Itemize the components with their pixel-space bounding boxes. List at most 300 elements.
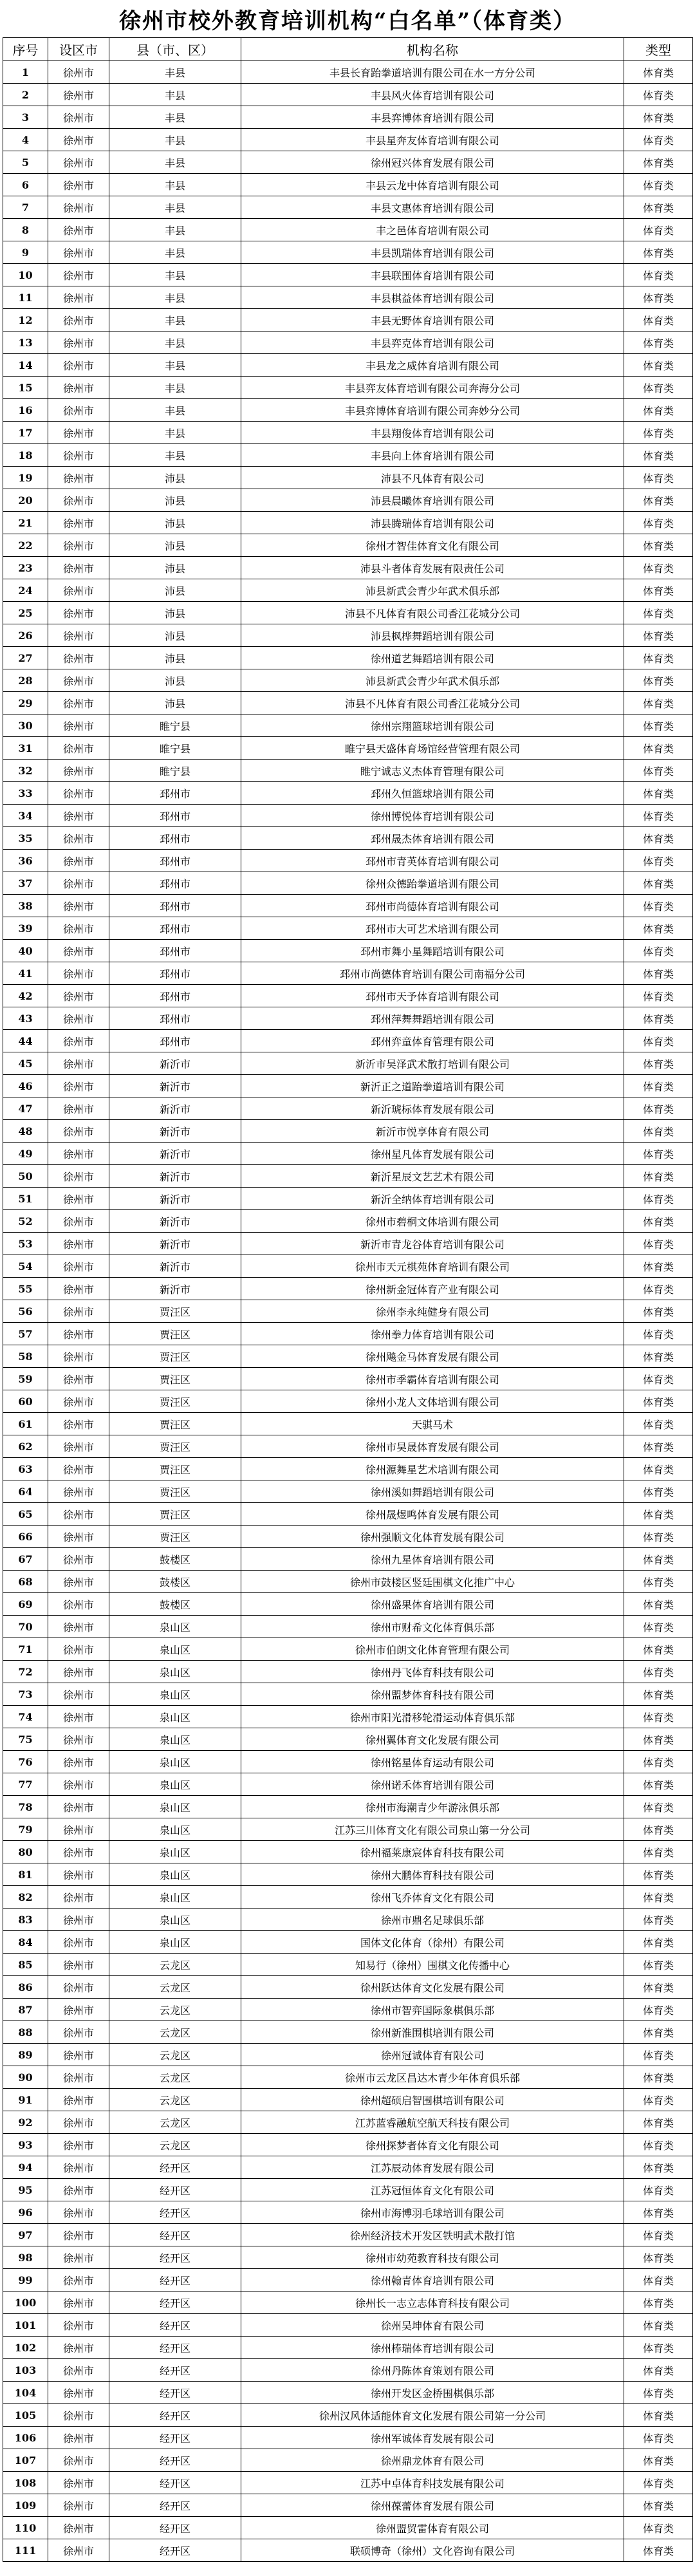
- row-city: 徐州市: [48, 174, 109, 196]
- row-type: 体育类: [624, 1480, 693, 1503]
- row-city: 徐州市: [48, 1323, 109, 1345]
- row-institution-name: 徐州市云龙区昌达木青少年体育俱乐部: [241, 2066, 624, 2089]
- row-type: 体育类: [624, 2382, 693, 2404]
- row-county: 贾汪区: [109, 1323, 241, 1345]
- row-number: 28: [3, 669, 48, 692]
- table-row: [3, 2044, 693, 2066]
- row-county: 贾汪区: [109, 1300, 241, 1323]
- row-institution-name: 丰县龙之威体育培训有限公司: [241, 354, 624, 377]
- table-row: [3, 1841, 693, 1863]
- row-city: 徐州市: [48, 2089, 109, 2111]
- table-row: [3, 1863, 693, 1886]
- row-institution-name: 丰之邑体育培训有限公司: [241, 219, 624, 241]
- table-row: [3, 2539, 693, 2562]
- row-number: 86: [3, 1976, 48, 1999]
- row-city: 徐州市: [48, 422, 109, 444]
- row-number: 31: [3, 737, 48, 760]
- row-institution-name: 徐州翰青体育培训有限公司: [241, 2269, 624, 2291]
- row-county: 新沂市: [109, 1278, 241, 1300]
- row-city: 徐州市: [48, 2044, 109, 2066]
- row-county: 泉山区: [109, 1638, 241, 1661]
- header-num: 序号: [3, 38, 48, 61]
- row-city: 徐州市: [48, 2314, 109, 2337]
- row-type: 体育类: [624, 1368, 693, 1390]
- row-type: 体育类: [624, 467, 693, 489]
- row-county: 泉山区: [109, 1751, 241, 1773]
- row-county: 沛县: [109, 669, 241, 692]
- row-type: 体育类: [624, 444, 693, 467]
- row-county: 邳州市: [109, 850, 241, 872]
- row-institution-name: 徐州溪如舞蹈培训有限公司: [241, 1480, 624, 1503]
- row-institution-name: 徐州冠诚体育有限公司: [241, 2044, 624, 2066]
- row-number: 48: [3, 1120, 48, 1143]
- row-institution-name: 徐州盟梦体育科技有限公司: [241, 1683, 624, 1706]
- row-county: 泉山区: [109, 1616, 241, 1638]
- row-number: 6: [3, 174, 48, 196]
- table-row: [3, 1751, 693, 1773]
- row-type: 体育类: [624, 579, 693, 602]
- row-number: 63: [3, 1458, 48, 1480]
- table-row: [3, 512, 693, 534]
- row-city: 徐州市: [48, 377, 109, 399]
- row-institution-name: 徐州开发区金桥围棋俱乐部: [241, 2382, 624, 2404]
- row-county: 云龙区: [109, 2066, 241, 2089]
- row-county: 邳州市: [109, 805, 241, 827]
- row-institution-name: 徐州翼体育文化发展有限公司: [241, 1728, 624, 1751]
- row-city: 徐州市: [48, 2291, 109, 2314]
- row-county: 丰县: [109, 444, 241, 467]
- table-row: [3, 1052, 693, 1075]
- row-type: 体育类: [624, 2359, 693, 2382]
- row-institution-name: 沛县晨曦体育培训有限公司: [241, 489, 624, 512]
- table-row: [3, 1526, 693, 1548]
- row-city: 徐州市: [48, 1931, 109, 1954]
- row-institution-name: 徐州经济技术开发区铁明武术散打馆: [241, 2224, 624, 2246]
- row-type: 体育类: [624, 917, 693, 940]
- row-county: 经开区: [109, 2314, 241, 2337]
- row-city: 徐州市: [48, 1999, 109, 2021]
- row-number: 3: [3, 106, 48, 129]
- row-county: 邳州市: [109, 827, 241, 850]
- table-row: [3, 2134, 693, 2156]
- header-county: 县（市、区）: [109, 38, 241, 61]
- row-institution-name: 邳州市天予体育培训有限公司: [241, 985, 624, 1007]
- row-city: 徐州市: [48, 1255, 109, 1278]
- row-type: 体育类: [624, 2314, 693, 2337]
- row-institution-name: 新沂正之道跆拳道培训有限公司: [241, 1075, 624, 1097]
- row-county: 新沂市: [109, 1075, 241, 1097]
- row-city: 徐州市: [48, 1571, 109, 1593]
- row-city: 徐州市: [48, 1773, 109, 1796]
- row-type: 体育类: [624, 669, 693, 692]
- row-institution-name: 江苏三川体育文化有限公司泉山第一分公司: [241, 1818, 624, 1841]
- table-row: [3, 309, 693, 331]
- row-institution-name: 徐州市碧桐文体培训有限公司: [241, 1210, 624, 1233]
- row-city: 徐州市: [48, 1886, 109, 1909]
- row-type: 体育类: [624, 985, 693, 1007]
- row-type: 体育类: [624, 2427, 693, 2449]
- table-row: [3, 219, 693, 241]
- row-institution-name: 新沂市悦享体育有限公司: [241, 1120, 624, 1143]
- row-type: 体育类: [624, 264, 693, 286]
- row-county: 鼓楼区: [109, 1548, 241, 1571]
- row-number: 97: [3, 2224, 48, 2246]
- row-county: 邳州市: [109, 895, 241, 917]
- row-institution-name: 徐州晟煜鸣体育发展有限公司: [241, 1503, 624, 1526]
- row-institution-name: 沛县新武会青少年武术俱乐部: [241, 669, 624, 692]
- table-row: [3, 1909, 693, 1931]
- row-number: 12: [3, 309, 48, 331]
- row-county: 新沂市: [109, 1120, 241, 1143]
- row-type: 体育类: [624, 714, 693, 737]
- row-county: 新沂市: [109, 1255, 241, 1278]
- row-number: 79: [3, 1818, 48, 1841]
- table-row: [3, 2494, 693, 2517]
- row-county: 丰县: [109, 151, 241, 174]
- row-city: 徐州市: [48, 1390, 109, 1413]
- row-county: 丰县: [109, 309, 241, 331]
- table-row: [3, 1368, 693, 1390]
- row-type: 体育类: [624, 1863, 693, 1886]
- row-type: 体育类: [624, 1188, 693, 1210]
- row-institution-name: 沛县不凡体育有限公司香江花城分公司: [241, 692, 624, 714]
- table-row: [3, 399, 693, 422]
- row-number: 36: [3, 850, 48, 872]
- row-type: 体育类: [624, 1300, 693, 1323]
- row-county: 泉山区: [109, 1773, 241, 1796]
- row-institution-name: 徐州棒瑞体育培训有限公司: [241, 2337, 624, 2359]
- row-county: 经开区: [109, 2449, 241, 2472]
- row-city: 徐州市: [48, 84, 109, 106]
- row-number: 70: [3, 1616, 48, 1638]
- row-city: 徐州市: [48, 1165, 109, 1188]
- row-city: 徐州市: [48, 1954, 109, 1976]
- row-institution-name: 邳州市青英体育培训有限公司: [241, 850, 624, 872]
- row-institution-name: 丰县联围体育培训有限公司: [241, 264, 624, 286]
- row-type: 体育类: [624, 2337, 693, 2359]
- row-institution-name: 睢宁县天盛体育场馆经营管理有限公司: [241, 737, 624, 760]
- row-city: 徐州市: [48, 489, 109, 512]
- table-row: [3, 760, 693, 782]
- table-row: [3, 174, 693, 196]
- row-institution-name: 徐州李永纯健身有限公司: [241, 1300, 624, 1323]
- row-number: 109: [3, 2494, 48, 2517]
- row-city: 徐州市: [48, 602, 109, 624]
- row-institution-name: 新沂市青龙谷体育培训有限公司: [241, 1233, 624, 1255]
- row-county: 经开区: [109, 2382, 241, 2404]
- row-number: 54: [3, 1255, 48, 1278]
- row-type: 体育类: [624, 1413, 693, 1435]
- table-row: [3, 985, 693, 1007]
- row-number: 17: [3, 422, 48, 444]
- row-type: 体育类: [624, 2517, 693, 2539]
- row-city: 徐州市: [48, 1976, 109, 1999]
- table-row: [3, 2021, 693, 2044]
- table-row: [3, 534, 693, 557]
- row-county: 泉山区: [109, 1796, 241, 1818]
- table-row: [3, 872, 693, 895]
- row-type: 体育类: [624, 2246, 693, 2269]
- row-institution-name: 沛县不凡体育有限公司: [241, 467, 624, 489]
- row-type: 体育类: [624, 151, 693, 174]
- row-city: 徐州市: [48, 1052, 109, 1075]
- table-row: [3, 2382, 693, 2404]
- table-row: [3, 1571, 693, 1593]
- row-county: 丰县: [109, 129, 241, 151]
- row-institution-name: 徐州大鹏体育科技有限公司: [241, 1863, 624, 1886]
- row-type: 体育类: [624, 2291, 693, 2314]
- table-row: [3, 669, 693, 692]
- row-type: 体育类: [624, 1233, 693, 1255]
- row-number: 16: [3, 399, 48, 422]
- row-institution-name: 徐州市伯朗文化体育管理有限公司: [241, 1638, 624, 1661]
- table-row: [3, 1278, 693, 1300]
- row-number: 2: [3, 84, 48, 106]
- row-institution-name: 徐州市天元棋苑体育培训有限公司: [241, 1255, 624, 1278]
- row-county: 新沂市: [109, 1165, 241, 1188]
- row-type: 体育类: [624, 1773, 693, 1796]
- row-number: 56: [3, 1300, 48, 1323]
- row-type: 体育类: [624, 1278, 693, 1300]
- row-city: 徐州市: [48, 1210, 109, 1233]
- row-county: 丰县: [109, 422, 241, 444]
- row-county: 丰县: [109, 84, 241, 106]
- row-county: 邳州市: [109, 985, 241, 1007]
- row-city: 徐州市: [48, 827, 109, 850]
- row-institution-name: 徐州市鼎名足球俱乐部: [241, 1909, 624, 1931]
- table-row: [3, 1345, 693, 1368]
- row-number: 47: [3, 1097, 48, 1120]
- row-county: 泉山区: [109, 1728, 241, 1751]
- row-city: 徐州市: [48, 2224, 109, 2246]
- table-row: [3, 1075, 693, 1097]
- row-institution-name: 徐州市智弈国际象棋俱乐部: [241, 1999, 624, 2021]
- row-number: 100: [3, 2291, 48, 2314]
- table-row: [3, 737, 693, 760]
- row-institution-name: 丰县星奔友体育培训有限公司: [241, 129, 624, 151]
- row-county: 沛县: [109, 647, 241, 669]
- row-institution-name: 徐州新金冠体育产业有限公司: [241, 1278, 624, 1300]
- row-type: 体育类: [624, 2066, 693, 2089]
- row-number: 7: [3, 196, 48, 219]
- row-number: 74: [3, 1706, 48, 1728]
- table-row: [3, 2359, 693, 2382]
- row-county: 经开区: [109, 2359, 241, 2382]
- table-row: [3, 377, 693, 399]
- row-number: 40: [3, 940, 48, 962]
- row-type: 体育类: [624, 940, 693, 962]
- row-county: 贾汪区: [109, 1526, 241, 1548]
- row-county: 经开区: [109, 2517, 241, 2539]
- row-city: 徐州市: [48, 737, 109, 760]
- row-institution-name: 徐州宗翔篮球培训有限公司: [241, 714, 624, 737]
- row-county: 经开区: [109, 2156, 241, 2179]
- row-type: 体育类: [624, 557, 693, 579]
- row-institution-name: 徐州博悦体育培训有限公司: [241, 805, 624, 827]
- row-city: 徐州市: [48, 2337, 109, 2359]
- row-number: 35: [3, 827, 48, 850]
- table-row: [3, 2472, 693, 2494]
- table-row: [3, 2201, 693, 2224]
- row-number: 19: [3, 467, 48, 489]
- row-county: 经开区: [109, 2404, 241, 2427]
- row-county: 丰县: [109, 286, 241, 309]
- row-county: 鼓楼区: [109, 1571, 241, 1593]
- row-type: 体育类: [624, 241, 693, 264]
- row-county: 贾汪区: [109, 1435, 241, 1458]
- row-county: 泉山区: [109, 1683, 241, 1706]
- row-institution-name: 徐州众德跆拳道培训有限公司: [241, 872, 624, 895]
- row-type: 体育类: [624, 737, 693, 760]
- row-institution-name: 新沂琥标体育发展有限公司: [241, 1097, 624, 1120]
- table-row: [3, 692, 693, 714]
- row-number: 61: [3, 1413, 48, 1435]
- row-number: 44: [3, 1030, 48, 1052]
- row-city: 徐州市: [48, 2179, 109, 2201]
- row-city: 徐州市: [48, 1503, 109, 1526]
- row-number: 98: [3, 2246, 48, 2269]
- row-number: 59: [3, 1368, 48, 1390]
- header-city: 设区市: [48, 38, 109, 61]
- table-row: [3, 354, 693, 377]
- table-row: [3, 1661, 693, 1683]
- row-county: 贾汪区: [109, 1368, 241, 1390]
- row-institution-name: 邳州萍舞舞蹈培训有限公司: [241, 1007, 624, 1030]
- row-institution-name: 丰县弈克体育培训有限公司: [241, 331, 624, 354]
- row-city: 徐州市: [48, 782, 109, 805]
- row-type: 体育类: [624, 760, 693, 782]
- row-number: 33: [3, 782, 48, 805]
- row-city: 徐州市: [48, 1751, 109, 1773]
- row-county: 贾汪区: [109, 1503, 241, 1526]
- table-row: [3, 2427, 693, 2449]
- row-city: 徐州市: [48, 2382, 109, 2404]
- row-number: 66: [3, 1526, 48, 1548]
- row-type: 体育类: [624, 2404, 693, 2427]
- row-type: 体育类: [624, 489, 693, 512]
- row-type: 体育类: [624, 219, 693, 241]
- row-city: 徐州市: [48, 2111, 109, 2134]
- row-city: 徐州市: [48, 1143, 109, 1165]
- row-number: 42: [3, 985, 48, 1007]
- row-city: 徐州市: [48, 557, 109, 579]
- row-type: 体育类: [624, 2201, 693, 2224]
- table-row: [3, 1886, 693, 1909]
- table-row: [3, 1480, 693, 1503]
- row-number: 64: [3, 1480, 48, 1503]
- row-institution-name: 徐州长一志立志体育科技有限公司: [241, 2291, 624, 2314]
- row-number: 60: [3, 1390, 48, 1413]
- table-row: [3, 1593, 693, 1616]
- table-row: [3, 1503, 693, 1526]
- row-number: 23: [3, 557, 48, 579]
- row-city: 徐州市: [48, 331, 109, 354]
- row-county: 丰县: [109, 219, 241, 241]
- row-number: 103: [3, 2359, 48, 2382]
- row-county: 沛县: [109, 512, 241, 534]
- row-institution-name: 徐州小龙人文体培训有限公司: [241, 1390, 624, 1413]
- row-county: 邳州市: [109, 962, 241, 985]
- table-row: [3, 1954, 693, 1976]
- row-county: 丰县: [109, 399, 241, 422]
- row-institution-name: 江苏中卓体育科技发展有限公司: [241, 2472, 624, 2494]
- row-county: 丰县: [109, 264, 241, 286]
- row-type: 体育类: [624, 1931, 693, 1954]
- row-number: 43: [3, 1007, 48, 1030]
- row-county: 云龙区: [109, 2089, 241, 2111]
- row-county: 新沂市: [109, 1097, 241, 1120]
- row-city: 徐州市: [48, 1458, 109, 1480]
- row-county: 丰县: [109, 377, 241, 399]
- row-county: 云龙区: [109, 1999, 241, 2021]
- row-number: 22: [3, 534, 48, 557]
- row-institution-name: 徐州军诚体育发展有限公司: [241, 2427, 624, 2449]
- row-city: 徐州市: [48, 1593, 109, 1616]
- row-city: 徐州市: [48, 2472, 109, 2494]
- row-number: 9: [3, 241, 48, 264]
- table-row: [3, 2404, 693, 2427]
- row-type: 体育类: [624, 962, 693, 985]
- row-number: 34: [3, 805, 48, 827]
- row-city: 徐州市: [48, 61, 109, 84]
- row-type: 体育类: [624, 1143, 693, 1165]
- row-city: 徐州市: [48, 354, 109, 377]
- row-type: 体育类: [624, 512, 693, 534]
- row-county: 沛县: [109, 624, 241, 647]
- row-county: 丰县: [109, 331, 241, 354]
- row-type: 体育类: [624, 692, 693, 714]
- row-number: 77: [3, 1773, 48, 1796]
- table-row: [3, 1976, 693, 1999]
- row-county: 贾汪区: [109, 1390, 241, 1413]
- row-institution-name: 徐州市鼓楼区竖廷围棋文化推广中心: [241, 1571, 624, 1593]
- row-institution-name: 徐州才智佳体育文化有限公司: [241, 534, 624, 557]
- row-type: 体育类: [624, 782, 693, 805]
- row-type: 体育类: [624, 1435, 693, 1458]
- row-county: 经开区: [109, 2224, 241, 2246]
- row-county: 经开区: [109, 2494, 241, 2517]
- table-row: [3, 129, 693, 151]
- row-type: 体育类: [624, 196, 693, 219]
- table-row: [3, 2337, 693, 2359]
- row-institution-name: 新沂全纳体育培训有限公司: [241, 1188, 624, 1210]
- row-number: 82: [3, 1886, 48, 1909]
- row-type: 体育类: [624, 399, 693, 422]
- row-county: 睢宁县: [109, 760, 241, 782]
- row-type: 体育类: [624, 1165, 693, 1188]
- row-number: 21: [3, 512, 48, 534]
- table-row: [3, 1255, 693, 1278]
- row-number: 105: [3, 2404, 48, 2427]
- row-type: 体育类: [624, 1323, 693, 1345]
- table-row: [3, 557, 693, 579]
- row-city: 徐州市: [48, 850, 109, 872]
- row-number: 62: [3, 1435, 48, 1458]
- row-number: 84: [3, 1931, 48, 1954]
- row-county: 经开区: [109, 2539, 241, 2562]
- row-number: 88: [3, 2021, 48, 2044]
- row-county: 贾汪区: [109, 1413, 241, 1435]
- row-number: 87: [3, 1999, 48, 2021]
- row-number: 1: [3, 61, 48, 84]
- row-number: 102: [3, 2337, 48, 2359]
- row-type: 体育类: [624, 895, 693, 917]
- row-county: 沛县: [109, 692, 241, 714]
- row-city: 徐州市: [48, 2021, 109, 2044]
- row-county: 泉山区: [109, 1841, 241, 1863]
- row-number: 80: [3, 1841, 48, 1863]
- row-city: 徐州市: [48, 106, 109, 129]
